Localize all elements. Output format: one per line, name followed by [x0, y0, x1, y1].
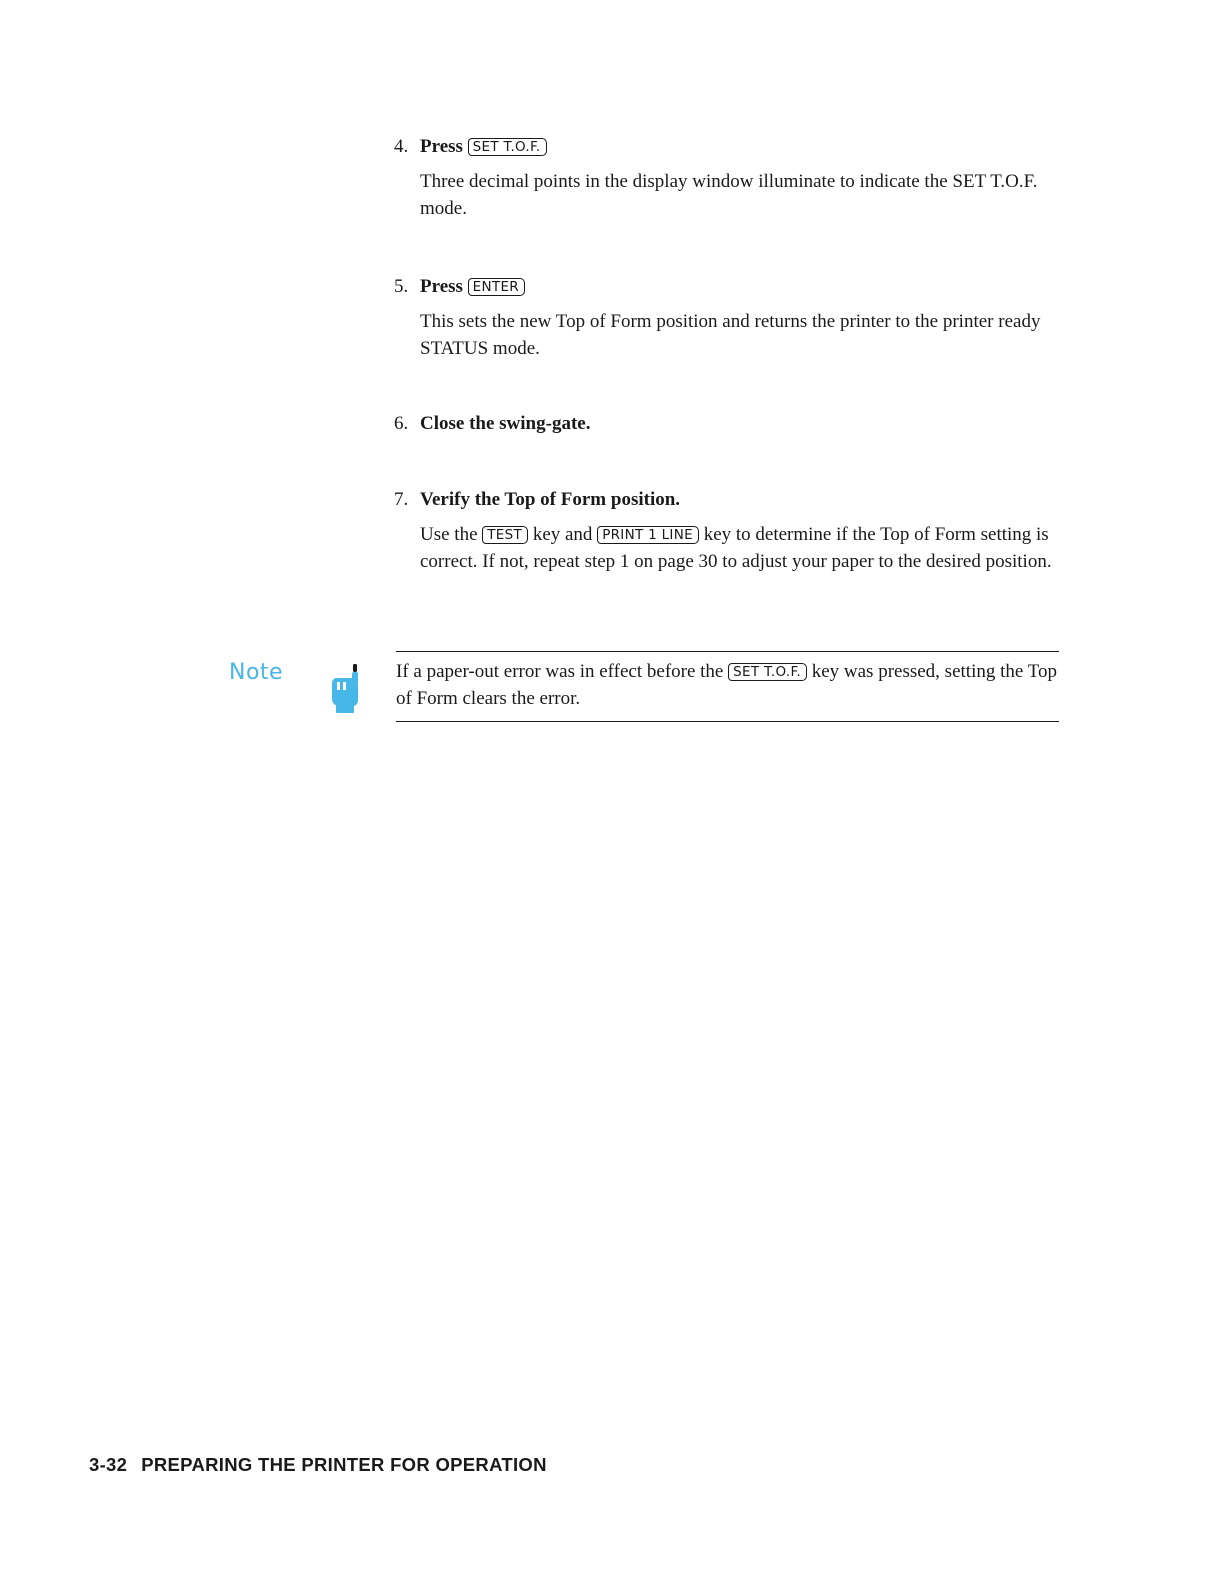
step-title: Close the swing-gate.	[420, 413, 591, 434]
step-5-heading	[394, 274, 1064, 300]
step-number: 7.	[394, 489, 409, 510]
note-text-before: If a paper-out error was in effect before the	[396, 661, 724, 682]
step-number: 4.	[394, 136, 409, 157]
step-6	[394, 411, 1064, 437]
step-number: 6.	[394, 413, 409, 434]
step-5-body: This sets the new Top of Form position and returns the printer to the printer ready STATUS mode.	[420, 311, 1041, 359]
step-7-heading	[394, 487, 1064, 513]
page-number: 3-32	[89, 1454, 128, 1475]
print-1-line-key: PRINT 1 LINE	[597, 526, 699, 544]
page-footer	[89, 1454, 547, 1476]
note-top-rule	[396, 651, 1059, 652]
section-title: PREPARING THE PRINTER FOR OPERATION	[141, 1454, 547, 1475]
step-7-text-3: key to determine if the Top of Form setting is correct. If not, repeat step 1 on page 30 to adjust your paper to the desired position.	[420, 524, 1052, 572]
pointing-hand-icon	[328, 664, 364, 714]
step-6-heading	[394, 411, 1064, 437]
step-4-body: Three decimal points in the display window illuminate to indicate the SET T.O.F. mode.	[420, 171, 1038, 219]
step-title: Press	[420, 136, 463, 157]
step-title: Press	[420, 276, 463, 297]
step-title: Verify the Top of Form position.	[420, 489, 681, 510]
note-label: Note	[229, 660, 284, 685]
step-5	[394, 274, 1064, 362]
step-7-text-1: Use the	[420, 524, 478, 545]
test-key: TEST	[482, 526, 528, 544]
step-number: 5.	[394, 276, 409, 297]
step-7	[394, 487, 1064, 575]
note-text	[396, 658, 1064, 712]
note-bottom-rule	[396, 721, 1059, 722]
step-7-text-2: key and	[532, 524, 593, 545]
set-tof-key: SET T.O.F.	[468, 138, 547, 156]
step-4	[394, 134, 1064, 222]
note-text-after: key was pressed, setting the Top of Form clears the error.	[396, 661, 1057, 709]
step-7-body	[420, 522, 1060, 575]
set-tof-key: SET T.O.F.	[728, 663, 807, 681]
enter-key: ENTER	[468, 278, 525, 296]
step-4-heading	[394, 134, 1064, 160]
